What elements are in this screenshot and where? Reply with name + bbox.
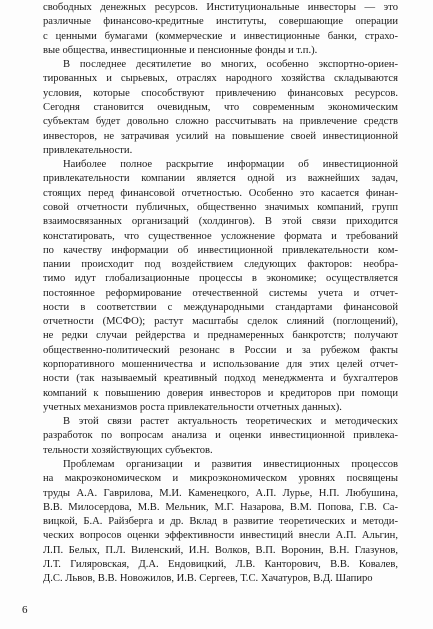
text-line: учетных механизмов роста привлекательности отчетных данных). [43, 401, 342, 413]
text-line: общественно-политический резонанс в России и за рубежом факты [43, 344, 398, 356]
text-line: взаимосвязанных организаций (холдингов). В этой связи приходится [43, 216, 398, 228]
text-line: ческих вопросов оценки эффективности инвестиций внесли А.П. Альгин, [43, 530, 398, 542]
text-line: различные финансово-кредитные институты, совершающие операции [43, 16, 398, 28]
text-line: ности в соответствии с международными стандартами финансовой [43, 301, 398, 313]
text-line: Сегодня становится очевидным, что современным экономическим [43, 101, 398, 113]
text-line: констатировать, что существенное усложнение формата и требований [43, 230, 398, 242]
text-line: тимо идут глобализационные процессы в экономике; осуществляется [43, 273, 398, 285]
page-number: 6 [22, 604, 28, 616]
paragraph [43, 458, 398, 587]
text-line: инвесторов, не затрачивая усилий на повышение своей инвестиционной [43, 130, 398, 142]
paragraph [43, 415, 398, 458]
text-line: по качеству информации об инвестиционной привлекательности ком- [43, 244, 398, 256]
text-line: компаний к повышению доверия инвесторов и кредиторов при помощи [43, 387, 398, 399]
text-line: ности (так называемый креативный подход менеджмента и бухгалтеров [43, 373, 398, 385]
text-line: привлекательности. [43, 144, 133, 156]
text-line: труды А.А. Гаврилова, М.И. Каменецкого, А.П. Лурье, Н.П. Любушина, [43, 487, 398, 499]
text-line: В этой связи растет актуальность теоретических и методических [63, 416, 398, 428]
text-line: вицкой, Б.А. Райзберга и др. Вклад в развитие теоретических и методи- [43, 516, 398, 528]
text-line: тельности хозяйствующих субъектов. [43, 444, 213, 456]
text-line: на макроэкономическом и микроэкономическом уровнях посвящены [43, 473, 398, 485]
text-line: Наиболее полное раскрытие информации об инвестиционной [63, 159, 398, 171]
paragraph [43, 1, 398, 58]
text-line: Л.Т. Гиляровская, Д.А. Ендовицкий, Л.В. Канторович, В.В. Ковалев, [43, 558, 398, 570]
text-line: Л.П. Белых, П.Л. Виленский, И.Н. Волков, В.П. Воронин, В.Н. Глазунов, [43, 544, 398, 556]
text-line: пании происходит под воздействием следующих факторов: необра- [43, 259, 398, 271]
text-line: В.В. Милосердова, М.В. Мельник, М.Г. Назарова, В.М. Попова, Г.В. Са- [43, 501, 398, 513]
text-line: тированных и сырьевых, отраслях народного хозяйства складываются [43, 73, 398, 85]
text-line: субъектам будет довольно сложно рассчитывать на привлечение средств [43, 116, 398, 128]
body-text [43, 1, 398, 587]
text-line: привлекательности компании является одной из важнейших задач, [43, 173, 398, 185]
text-line: Д.С. Львов, В.В. Новожилов, И.В. Сергеев, Т.С. Хачатуров, В.Д. Шапиро [43, 573, 373, 585]
text-line: разработок по вопросам анализа и оценки инвестиционной привлека- [43, 430, 398, 442]
text-line: постоянное реформирование отечественной системы учета и отчет- [43, 287, 398, 299]
paragraph [43, 58, 398, 158]
text-line: совой отчетности публичных, общественно значимых компаний, групп [43, 201, 398, 213]
text-line: условия, которые способствуют привлечению финансовых ресурсов. [43, 87, 398, 99]
text-line: В последнее десятилетие во многих, особенно экспортно-ориен- [63, 59, 398, 71]
text-line: свободных денежных ресурсов. Институциональные инвесторы — это [43, 2, 398, 13]
text-line: корпоративного мошенничества и использование для этих целей отчет- [43, 359, 398, 371]
paragraph [43, 158, 398, 415]
text-line: не редки случаи рейдерства и преднамеренных банкротств; получают [43, 330, 398, 342]
text-line: стоящих перед финансовой отчетностью. Особенно это касается финан- [43, 187, 398, 199]
text-line: отчетности (МСФО); растут масштабы сделок слияний (поглощений), [43, 316, 398, 328]
text-line: Проблемам организации и развития инвестиционных процессов [63, 459, 398, 470]
text-line: вые общества, инвестиционные и пенсионные фонды и т.п.). [43, 44, 318, 56]
text-line: с ценными бумагами (коммерческие и инвестиционные банки, страхо- [43, 30, 398, 42]
